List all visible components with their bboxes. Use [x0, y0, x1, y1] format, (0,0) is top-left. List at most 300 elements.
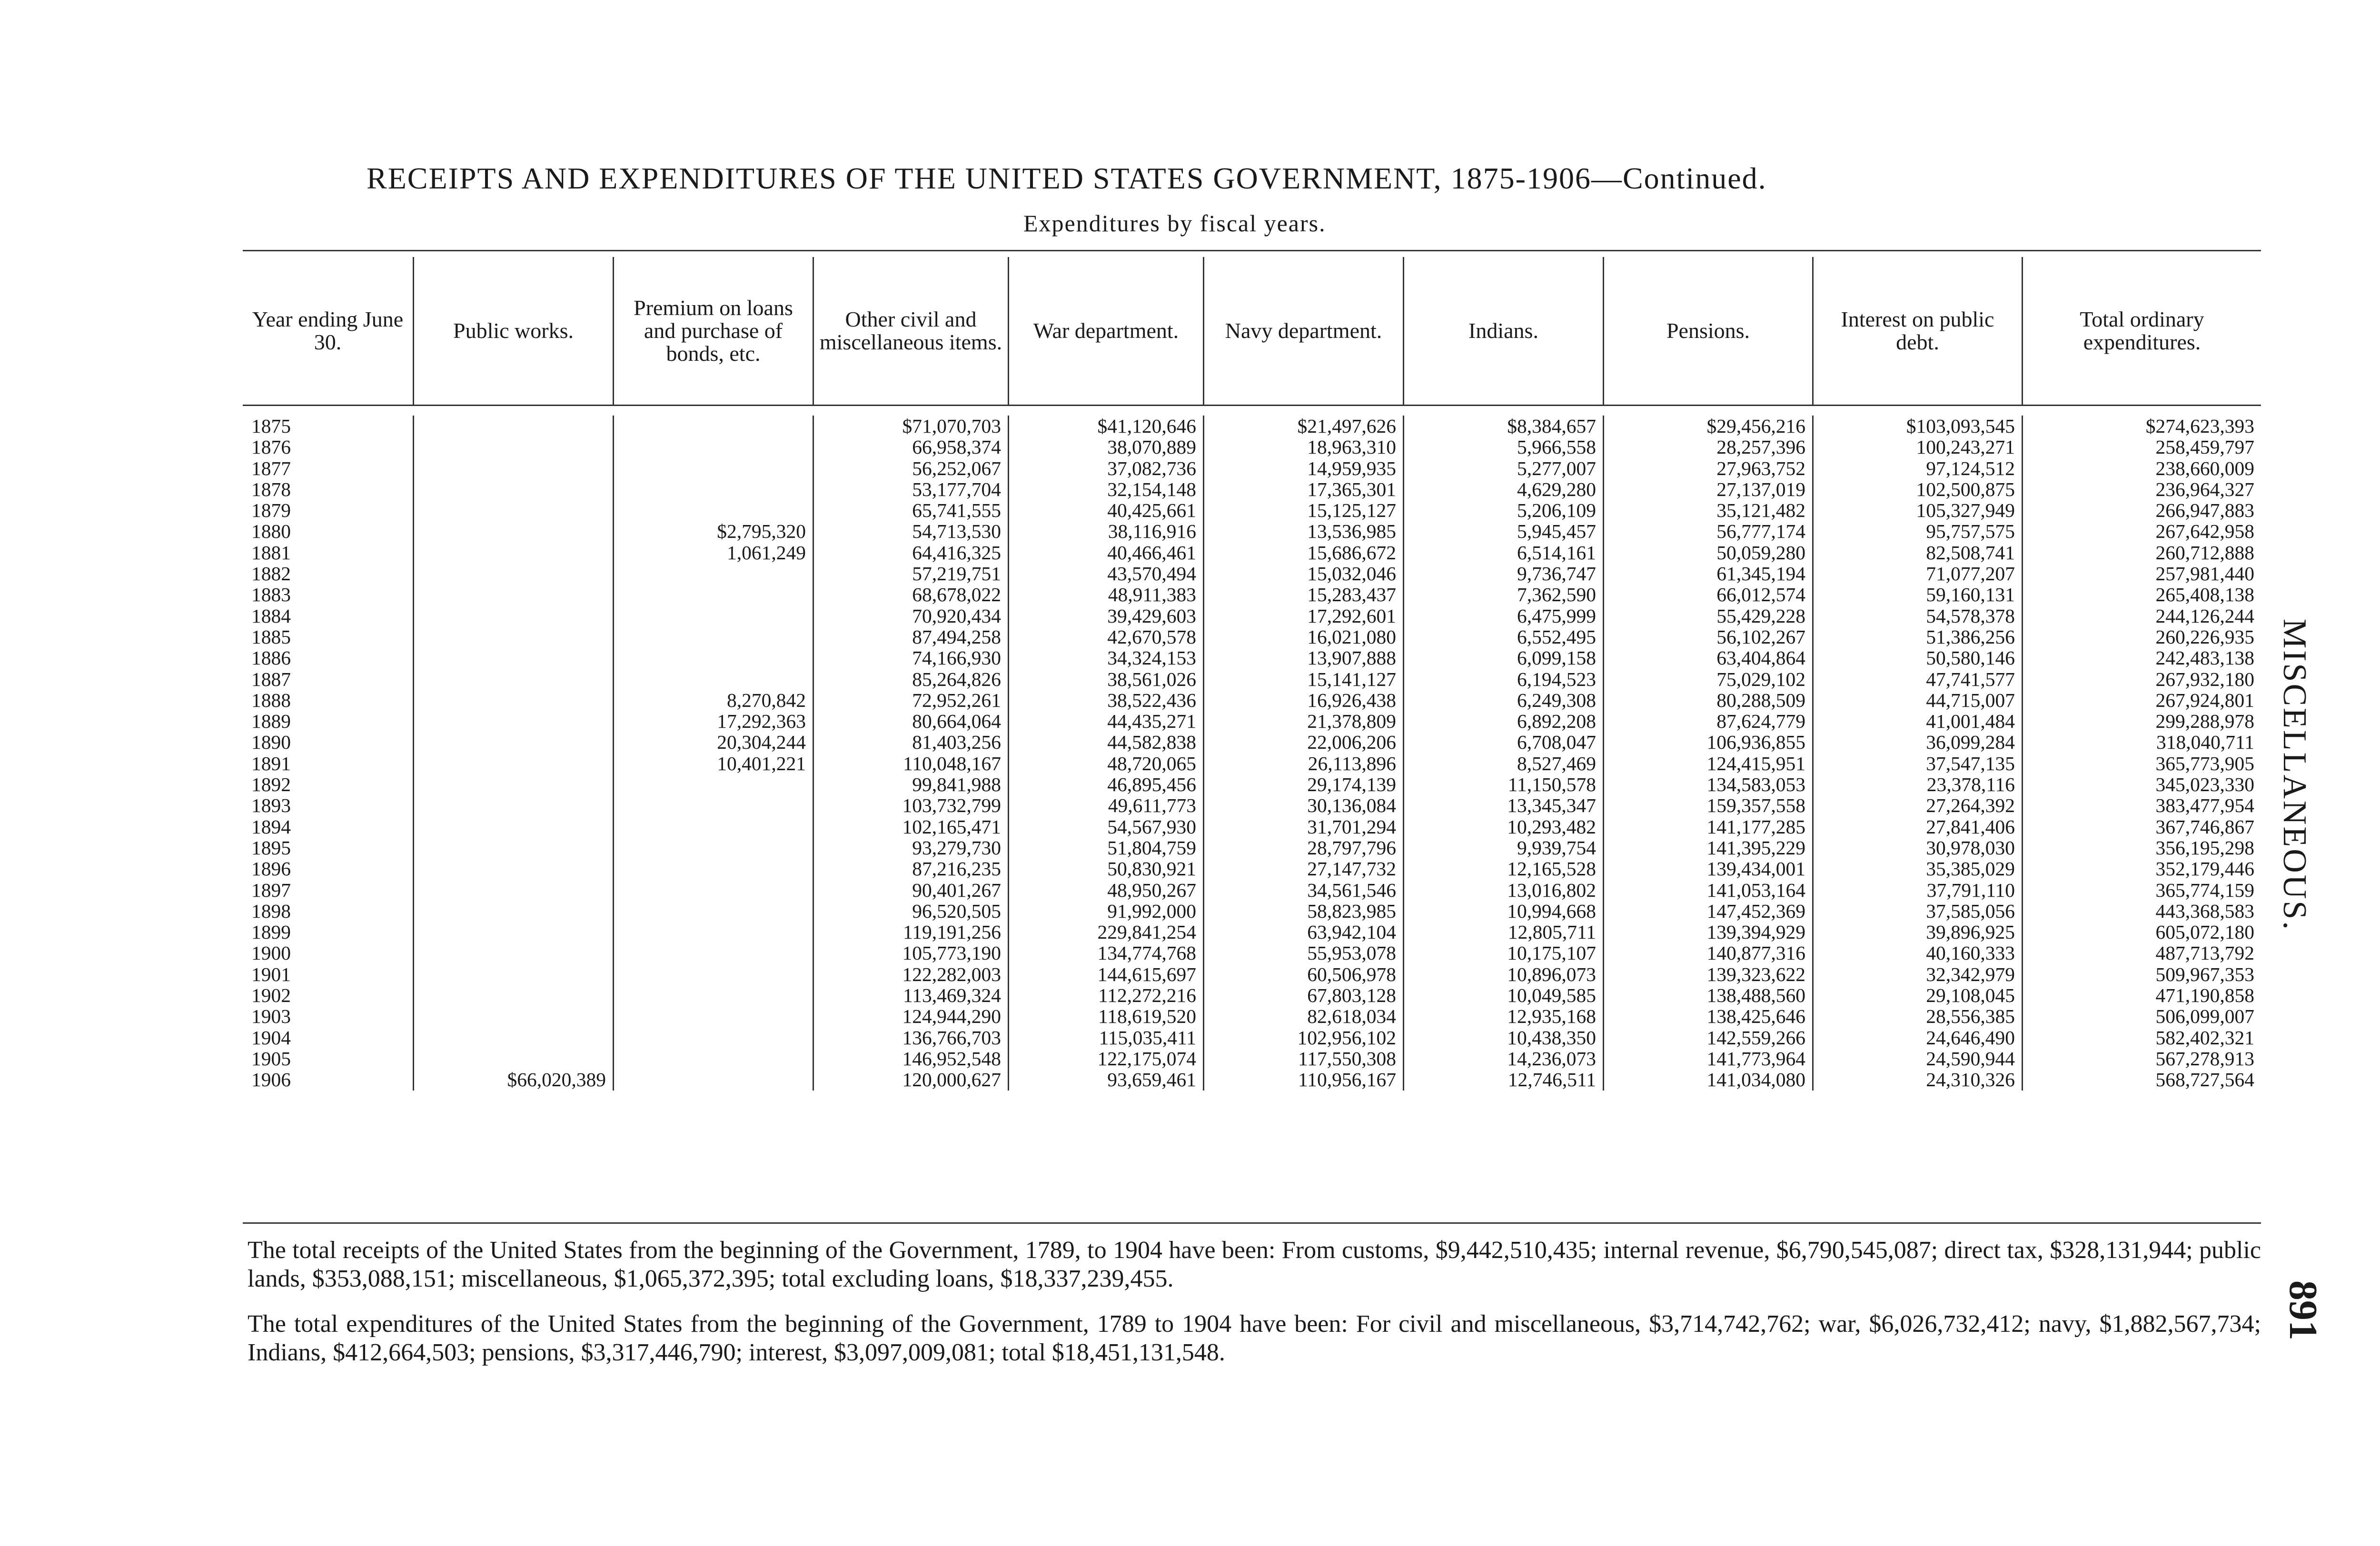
table-cell: [414, 795, 613, 816]
table-cell: 35,385,029: [1926, 858, 2015, 880]
year-cell: 1897: [251, 879, 291, 901]
table-cell: [414, 858, 613, 879]
table-cell: [414, 479, 613, 500]
table-cell: 4,629,280: [1517, 478, 1596, 500]
table-cell: 367,746,867: [2155, 816, 2254, 837]
table-cell: [614, 563, 813, 584]
table-cell: [414, 880, 613, 901]
table-cell: [614, 479, 813, 500]
table-header: [243, 257, 2261, 406]
table-cell: 6,708,047: [1517, 732, 1596, 753]
table-cell: 117,550,308: [1298, 1048, 1396, 1070]
table-cell: 509,967,353: [2155, 963, 2254, 985]
table-cell: 5,277,007: [1517, 457, 1596, 479]
table-cell: 383,477,954: [2155, 795, 2254, 816]
table-cell: [614, 1006, 813, 1027]
table-cell: 37,082,736: [1107, 457, 1196, 479]
table-cell: 10,401,221: [717, 753, 806, 774]
table-cell: 299,288,978: [2155, 711, 2254, 732]
table-cell: 10,438,350: [1507, 1027, 1596, 1048]
table-cell: 17,292,363: [717, 711, 806, 732]
table-cell: [614, 1048, 813, 1069]
table-cell: 29,108,045: [1926, 985, 2015, 1006]
header-pensions: Pensions.: [1604, 257, 1814, 405]
header-premium-bonds: Premium on loans and purchase of bonds, etc.: [614, 257, 814, 405]
year-cell: 1877: [251, 457, 291, 479]
table-cell: 139,434,001: [1706, 858, 1805, 880]
table-cell: 54,713,530: [912, 521, 1001, 542]
table-cell: 67,803,128: [1307, 985, 1396, 1006]
table-cell: [414, 500, 613, 521]
table-cell: 53,177,704: [912, 478, 1001, 500]
table-cell: 345,023,330: [2155, 774, 2254, 795]
table-cell: 134,583,053: [1706, 774, 1805, 795]
table-cell: 141,395,229: [1706, 837, 1805, 859]
year-cell: 1903: [251, 1006, 291, 1027]
table-cell: 56,252,067: [912, 457, 1001, 479]
table-cell: 140,877,316: [1706, 942, 1805, 964]
table-cell: 34,561,546: [1307, 879, 1396, 901]
table-cell: 134,774,768: [1097, 942, 1196, 964]
table-cell: 14,236,073: [1507, 1048, 1596, 1070]
table-cell: 110,048,167: [903, 753, 1001, 774]
table-cell: 12,165,528: [1507, 858, 1596, 880]
table-cell: 13,016,802: [1507, 879, 1596, 901]
table-cell: [614, 458, 813, 479]
table-cell: 28,556,385: [1926, 1006, 2015, 1027]
header-other-civil: Other civil and miscellaneous items.: [814, 257, 1009, 405]
table-cell: 21,378,809: [1307, 711, 1396, 732]
interest-column: [1814, 416, 2023, 1090]
table-cell: 47,741,577: [1926, 668, 2015, 690]
table-cell: 136,766,703: [902, 1027, 1001, 1048]
year-cell: 1881: [251, 542, 291, 564]
footnote-expenditures: The total expenditures of the United States from the beginning of the Government, 1789 to 1904 have been: For civil and miscellaneous, $3,714,742,762; war, $6,026,732,412; navy, $1,882,567,734; Indians, $412,664,503; pensions, $3,317,446,790; interest, $3,097,009,081; total $18,451,131,548.: [248, 1310, 2261, 1366]
year-cell: 1889: [251, 711, 291, 732]
public-works-column: [414, 416, 614, 1090]
table-cell: 87,494,258: [912, 626, 1001, 648]
table-cell: 68,678,022: [912, 584, 1001, 605]
table-cell: 15,125,127: [1307, 500, 1396, 521]
table-cell: 8,270,842: [727, 689, 806, 711]
table-cell: [414, 563, 613, 584]
table-cell: [414, 964, 613, 985]
table-cell: 10,175,107: [1507, 942, 1596, 964]
table-cell: 113,469,324: [903, 985, 1001, 1006]
table-cell: 229,841,254: [1097, 922, 1196, 943]
table-cell: 58,823,985: [1307, 900, 1396, 922]
table-cell: 568,727,564: [2155, 1069, 2254, 1090]
table-cell: 30,978,030: [1926, 837, 2015, 859]
table-cell: [414, 732, 613, 753]
table-cell: 51,386,256: [1926, 626, 2015, 648]
table-cell: 46,895,456: [1107, 774, 1196, 795]
table-cell: 38,116,916: [1108, 521, 1196, 542]
table-cell: 40,466,461: [1107, 542, 1196, 564]
table-cell: 12,746,511: [1507, 1069, 1596, 1090]
table-cell: [414, 690, 613, 711]
table-cell: 38,522,436: [1107, 689, 1196, 711]
year-cell: 1905: [251, 1048, 291, 1070]
table-cell: [414, 942, 613, 963]
table-cell: 56,777,174: [1716, 521, 1805, 542]
table-cell: [614, 922, 813, 942]
table-cell: $41,120,646: [1097, 416, 1196, 437]
table-cell: 17,292,601: [1307, 605, 1396, 626]
table-cell: 32,342,979: [1926, 963, 2015, 985]
header-interest: Interest on public debt.: [1814, 257, 2023, 405]
year-cell: 1904: [251, 1027, 291, 1048]
table-cell: [614, 985, 813, 1006]
table-cell: 141,177,285: [1706, 816, 1805, 837]
table-cell: 147,452,369: [1706, 900, 1805, 922]
table-cell: 567,278,913: [2155, 1048, 2254, 1070]
table-cell: 260,226,935: [2155, 626, 2254, 648]
table-cell: 13,907,888: [1307, 647, 1396, 669]
year-cell: 1888: [251, 689, 291, 711]
table-cell: 96,520,505: [912, 900, 1001, 922]
table-cell: 87,624,779: [1716, 711, 1805, 732]
table-cell: 66,012,574: [1716, 584, 1805, 605]
table-cell: 144,615,697: [1097, 963, 1196, 985]
table-cell: 23,378,116: [1926, 774, 2015, 795]
table-cell: [614, 880, 813, 901]
table-cell: 141,053,164: [1706, 879, 1805, 901]
table-cell: 27,841,406: [1926, 816, 2015, 837]
table-cell: [614, 816, 813, 837]
table-body: [243, 416, 2261, 1090]
table-cell: 119,191,256: [903, 922, 1001, 943]
table-cell: [614, 942, 813, 963]
table-cell: 112,272,216: [1098, 985, 1196, 1006]
table-cell: 7,362,590: [1517, 584, 1596, 605]
table-cell: [614, 500, 813, 521]
table-cell: 10,896,073: [1507, 963, 1596, 985]
table-cell: [414, 1027, 613, 1048]
table-cell: $8,384,657: [1507, 416, 1596, 437]
table-cell: 6,552,495: [1517, 626, 1596, 648]
header-public-works: Public works.: [414, 257, 614, 405]
table-cell: 85,264,826: [912, 668, 1001, 690]
table-cell: [414, 416, 613, 436]
table-cell: 15,141,127: [1307, 668, 1396, 690]
table-cell: [414, 458, 613, 479]
table-cell: 20,304,244: [717, 732, 806, 753]
year-cell: 1898: [251, 900, 291, 922]
table-cell: 16,926,438: [1307, 689, 1396, 711]
table-cell: 266,947,883: [2155, 500, 2254, 521]
table-cell: $274,623,393: [2145, 416, 2254, 437]
table-cell: 18,963,310: [1307, 436, 1396, 458]
table-cell: 352,179,446: [2155, 858, 2254, 880]
table-cell: 44,582,838: [1107, 732, 1196, 753]
table-cell: 51,804,759: [1107, 837, 1196, 859]
table-cell: 30,136,084: [1307, 795, 1396, 816]
table-cell: 50,580,146: [1926, 647, 2015, 669]
table-cell: 82,508,741: [1926, 542, 2015, 564]
expenditures-table: [243, 257, 2261, 1090]
table-cell: 29,174,139: [1307, 774, 1396, 795]
year-cell: 1882: [251, 563, 291, 585]
table-cell: 72,952,261: [912, 689, 1001, 711]
table-cell: 102,956,102: [1297, 1027, 1396, 1048]
table-cell: 32,154,148: [1107, 478, 1196, 500]
table-cell: 75,029,102: [1716, 668, 1805, 690]
table-cell: 6,514,161: [1517, 542, 1596, 564]
table-cell: 50,059,280: [1716, 542, 1805, 564]
year-cell: 1900: [251, 942, 291, 964]
table-cell: [414, 922, 613, 942]
table-cell: 365,774,159: [2155, 879, 2254, 901]
table-cell: 35,121,482: [1716, 500, 1805, 521]
pensions-column: [1604, 416, 1814, 1090]
table-cell: 267,642,958: [2155, 521, 2254, 542]
table-cell: [614, 795, 813, 816]
year-cell: 1892: [251, 774, 291, 795]
table-cell: 48,720,065: [1107, 753, 1196, 774]
top-rule: [243, 250, 2261, 251]
table-cell: 236,964,327: [2155, 478, 2254, 500]
table-cell: 27,264,392: [1926, 795, 2015, 816]
year-cell: 1884: [251, 605, 291, 626]
table-cell: 15,283,437: [1307, 584, 1396, 605]
header-indians: Indians.: [1404, 257, 1604, 405]
table-cell: 5,966,558: [1517, 436, 1596, 458]
table-cell: 56,102,267: [1716, 626, 1805, 648]
table-cell: 63,942,104: [1307, 922, 1396, 943]
year-cell: 1894: [251, 816, 291, 837]
table-cell: 443,368,583: [2155, 900, 2254, 922]
navy-column: [1204, 416, 1404, 1090]
table-cell: [414, 436, 613, 457]
table-cell: 13,536,985: [1307, 521, 1396, 542]
table-cell: [614, 626, 813, 647]
table-cell: 44,435,271: [1107, 711, 1196, 732]
year-cell: 1880: [251, 521, 291, 542]
premium-bonds-column: [614, 416, 814, 1090]
table-cell: 471,190,858: [2155, 985, 2254, 1006]
table-cell: 100,243,271: [1916, 436, 2015, 458]
year-cell: 1901: [251, 963, 291, 985]
table-cell: 242,483,138: [2155, 647, 2254, 669]
table-cell: 27,147,732: [1307, 858, 1396, 880]
page-title: RECEIPTS AND EXPENDITURES OF THE UNITED STATES GOVERNMENT, 1875-1906—Continued.: [367, 161, 1767, 195]
table-cell: 356,195,298: [2155, 837, 2254, 859]
year-cell: 1876: [251, 436, 291, 458]
table-cell: 54,578,378: [1926, 605, 2015, 626]
table-cell: [614, 416, 813, 436]
table-cell: [414, 1048, 613, 1069]
table-cell: 10,049,585: [1507, 985, 1596, 1006]
table-cell: 257,981,440: [2155, 563, 2254, 585]
table-cell: 260,712,888: [2155, 542, 2254, 564]
table-cell: 42,670,578: [1107, 626, 1196, 648]
year-cell: 1896: [251, 858, 291, 880]
table-cell: [414, 774, 613, 795]
table-cell: [614, 837, 813, 858]
table-cell: 139,394,929: [1706, 922, 1805, 943]
bottom-rule: [243, 1222, 2261, 1224]
table-cell: 60,506,978: [1307, 963, 1396, 985]
table-cell: 115,035,411: [1099, 1027, 1196, 1048]
year-cell: 1879: [251, 500, 291, 521]
table-cell: 13,345,347: [1507, 795, 1596, 816]
table-cell: [414, 542, 613, 563]
table-cell: 59,160,131: [1926, 584, 2015, 605]
table-cell: [614, 858, 813, 879]
war-column: [1009, 416, 1204, 1090]
table-cell: 5,945,457: [1517, 521, 1596, 542]
year-cell: 1886: [251, 647, 291, 669]
table-cell: 27,963,752: [1716, 457, 1805, 479]
table-cell: $71,070,703: [902, 416, 1001, 437]
table-cell: 38,561,026: [1107, 668, 1196, 690]
table-cell: 105,773,190: [902, 942, 1001, 964]
year-cell: 1899: [251, 922, 291, 943]
table-cell: 487,713,792: [2155, 942, 2254, 964]
table-cell: 506,099,007: [2155, 1006, 2254, 1027]
table-cell: 141,034,080: [1706, 1069, 1805, 1090]
table-cell: 39,429,603: [1107, 605, 1196, 626]
table-cell: 105,327,949: [1916, 500, 2015, 521]
table-cell: 74,166,930: [912, 647, 1001, 669]
section-label: MISCELLANEOUS.: [2276, 619, 2313, 932]
table-cell: 48,911,383: [1108, 584, 1196, 605]
table-cell: 38,070,889: [1107, 436, 1196, 458]
table-cell: 28,797,796: [1307, 837, 1396, 859]
table-cell: 24,310,326: [1926, 1069, 2015, 1090]
table-cell: 71,077,207: [1926, 563, 2015, 585]
table-cell: [414, 584, 613, 605]
table-cell: 139,323,622: [1706, 963, 1805, 985]
table-cell: [614, 647, 813, 668]
table-cell: 267,932,180: [2155, 668, 2254, 690]
footnote-receipts: The total receipts of the United States from the beginning of the Government, 1789, to 1904 have been: From customs, $9,442,510,435; internal revenue, $6,790,545,087; direct tax, $328,131,944; public lands, $353,088,151; miscellaneous, $1,065,372,395; total excluding loans, $18,337,239,455.: [248, 1237, 2261, 1292]
table-cell: $29,456,216: [1706, 416, 1805, 437]
table-cell: 6,892,208: [1517, 711, 1596, 732]
table-cell: 159,357,558: [1706, 795, 1805, 816]
table-cell: 12,805,711: [1507, 922, 1596, 943]
table-cell: [414, 985, 613, 1006]
table-cell: [414, 647, 613, 668]
table-cell: 103,732,799: [902, 795, 1001, 816]
table-subtitle: Expenditures by fiscal years.: [1023, 210, 1326, 237]
table-cell: 66,958,374: [912, 436, 1001, 458]
table-cell: [414, 837, 613, 858]
table-cell: 95,757,575: [1926, 521, 2015, 542]
header-navy: Navy department.: [1204, 257, 1404, 405]
table-cell: 6,194,523: [1517, 668, 1596, 690]
table-cell: 318,040,711: [2156, 732, 2254, 753]
year-cell: 1875: [251, 416, 291, 437]
year-cell: 1890: [251, 732, 291, 753]
table-cell: 55,953,078: [1307, 942, 1396, 964]
table-cell: 141,773,964: [1706, 1048, 1805, 1070]
table-cell: 15,032,046: [1307, 563, 1396, 585]
year-cell: 1906: [251, 1069, 291, 1090]
table-cell: 10,293,482: [1507, 816, 1596, 837]
table-cell: $66,020,389: [507, 1069, 606, 1090]
page-number: 891: [2281, 1280, 2325, 1340]
table-cell: 238,660,009: [2155, 457, 2254, 479]
table-cell: 80,288,509: [1716, 689, 1805, 711]
table-cell: [414, 626, 613, 647]
table-cell: 267,924,801: [2155, 689, 2254, 711]
table-cell: 15,686,672: [1307, 542, 1396, 564]
table-cell: 17,365,301: [1307, 478, 1396, 500]
table-cell: [614, 774, 813, 795]
table-cell: 93,279,730: [912, 837, 1001, 859]
table-cell: 63,404,864: [1716, 647, 1805, 669]
table-cell: 11,150,578: [1507, 774, 1596, 795]
table-cell: 99,841,988: [912, 774, 1001, 795]
table-cell: 138,425,646: [1706, 1006, 1805, 1027]
table-cell: 50,830,921: [1107, 858, 1196, 880]
table-cell: 34,324,153: [1107, 647, 1196, 669]
table-cell: 40,160,333: [1926, 942, 2015, 964]
table-cell: [614, 901, 813, 922]
table-cell: $21,497,626: [1297, 416, 1396, 437]
table-cell: 12,935,168: [1507, 1006, 1596, 1027]
table-cell: 82,618,034: [1307, 1006, 1396, 1027]
table-cell: 106,936,855: [1706, 732, 1805, 753]
table-cell: 48,950,267: [1107, 879, 1196, 901]
table-cell: 49,611,773: [1108, 795, 1196, 816]
table-cell: 8,527,469: [1517, 753, 1596, 774]
table-cell: 31,701,294: [1307, 816, 1396, 837]
table-cell: 110,956,167: [1298, 1069, 1396, 1090]
table-cell: 14,959,935: [1307, 457, 1396, 479]
table-cell: 26,113,896: [1308, 753, 1396, 774]
year-cell: 1883: [251, 584, 291, 605]
table-cell: 55,429,228: [1716, 605, 1805, 626]
header-total: Total ordinary expenditures.: [2080, 307, 2204, 354]
table-cell: 120,000,627: [902, 1069, 1001, 1090]
total-column: [2023, 416, 2261, 1090]
table-cell: 102,500,875: [1916, 478, 2015, 500]
table-cell: 258,459,797: [2155, 436, 2254, 458]
table-cell: [614, 436, 813, 457]
table-cell: 24,646,490: [1926, 1027, 2015, 1048]
table-cell: [614, 1027, 813, 1048]
table-cell: 6,249,308: [1517, 689, 1596, 711]
year-cell: 1895: [251, 837, 291, 859]
table-cell: [414, 669, 613, 690]
table-cell: 93,659,461: [1107, 1069, 1196, 1090]
table-cell: 122,175,074: [1097, 1048, 1196, 1070]
table-cell: 91,992,000: [1107, 900, 1196, 922]
table-cell: 39,896,925: [1926, 922, 2015, 943]
table-cell: [414, 816, 613, 837]
table-cell: 37,547,135: [1926, 753, 2015, 774]
table-cell: 142,559,266: [1706, 1027, 1805, 1048]
table-cell: 80,664,064: [912, 711, 1001, 732]
table-cell: 44,715,007: [1926, 689, 2015, 711]
table-cell: 61,345,194: [1716, 563, 1805, 585]
table-cell: [414, 521, 613, 542]
table-cell: 122,282,003: [902, 963, 1001, 985]
table-cell: 37,791,110: [1926, 879, 2015, 901]
table-cell: [614, 1069, 813, 1090]
table-cell: $2,795,320: [717, 521, 806, 542]
table-cell: [414, 1006, 613, 1027]
table-cell: 64,416,325: [912, 542, 1001, 564]
table-cell: [614, 669, 813, 690]
table-cell: 102,165,471: [902, 816, 1001, 837]
year-cell: 1887: [251, 668, 291, 690]
table-cell: 65,741,555: [912, 500, 1001, 521]
year-cell: 1902: [251, 985, 291, 1006]
